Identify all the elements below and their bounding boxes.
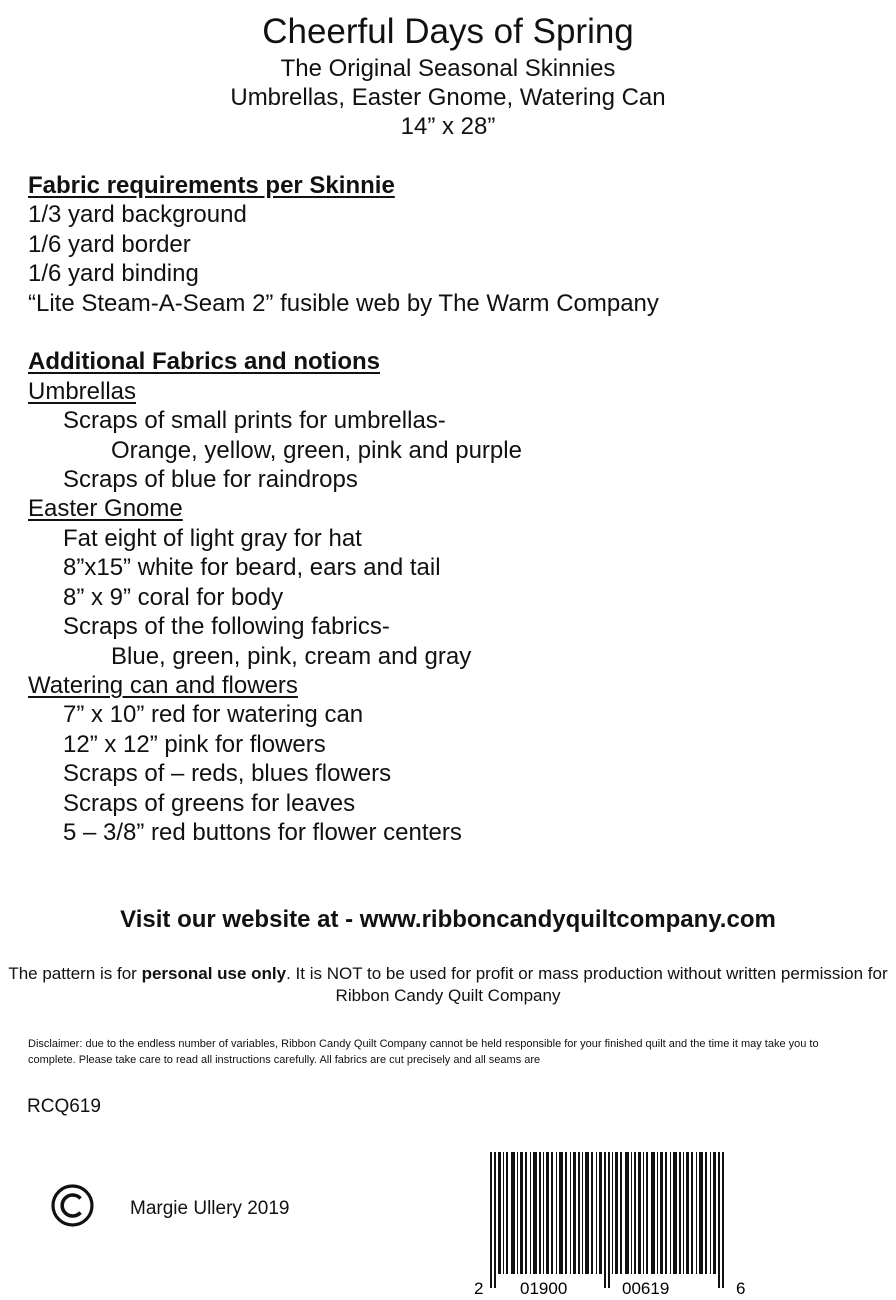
barcode-bar [520,1152,523,1274]
barcode-bar [578,1152,580,1274]
page-title: Cheerful Days of Spring [262,12,634,51]
barcode-bar [683,1152,684,1274]
barcode-bar [559,1152,563,1274]
disclaimer-text: Disclaimer: due to the endless number of variables, Ribbon Candy Quilt Company cannot be held responsible for your finished quilt and the time it may take you to complete. Please take care to read all instructions carefully. All fabrics are cut precisely and all seams are [28,1038,819,1066]
list-item: 8” x 9” coral for body [63,584,284,611]
list-item: Blue, green, pink, cream and gray [111,643,472,670]
barcode-bar [612,1152,613,1274]
barcode-bars [490,1152,724,1288]
barcode-bar [631,1152,632,1274]
barcode-bar [533,1152,537,1274]
barcode-bar [565,1152,567,1274]
barcode-bar [543,1152,544,1274]
barcode-bar [691,1152,693,1274]
barcode-bar [506,1152,508,1274]
watering-can-heading: Watering can and flowers [28,672,298,699]
barcode-bar [582,1152,583,1274]
barcode-bar [651,1152,655,1274]
barcode-bar [660,1152,663,1274]
requirement-item: “Lite Steam-A-Seam 2” fusible web by The Warm Company [28,290,659,317]
requirement-item: 1/6 yard binding [28,260,199,287]
barcode-bar [705,1152,707,1274]
requirement-item: 1/6 yard border [28,231,191,258]
list-item: 5 – 3/8” red buttons for flower centers [63,819,462,846]
barcode-bar [599,1152,602,1274]
author-credit: Margie Ullery 2019 [130,1198,290,1219]
barcode-bar [525,1152,527,1274]
barcode-bar [585,1152,589,1274]
pattern-list: Umbrellas, Easter Gnome, Watering Can [230,84,666,111]
barcode-bar [546,1152,549,1274]
barcode-bar [665,1152,667,1274]
barcode-bar [686,1152,689,1274]
barcode-bar [608,1152,610,1288]
notice-text: . It is NOT to be used for profit or mass production without written permission for Ribbon Candy Quilt Company [286,964,888,1005]
barcode-bar [646,1152,648,1274]
barcode-bar [494,1152,496,1288]
barcode-bar [556,1152,557,1274]
list-item: 12” x 12” pink for flowers [63,731,326,758]
barcode-bar [710,1152,711,1274]
barcode-bar [596,1152,597,1274]
barcode-bar [657,1152,658,1274]
list-item: 8”x15” white for beard, ears and tail [63,554,441,581]
barcode-bar [570,1152,571,1274]
additional-fabrics-heading: Additional Fabrics and notions [28,348,381,375]
finished-size: 14” x 28” [400,113,496,140]
list-item: 7” x 10” red for watering can [63,701,364,728]
barcode-bar [673,1152,677,1274]
barcode-bar [573,1152,576,1274]
barcode-bar [679,1152,681,1274]
barcode-bar [722,1152,724,1288]
barcode-group-left: 01900 [520,1279,568,1298]
barcode-bar [604,1152,606,1288]
barcode-bar [498,1152,501,1274]
barcode-bar [634,1152,636,1274]
barcode-bar [551,1152,553,1274]
list-item: Scraps of the following fabrics- [63,613,390,640]
pattern-series: The Original Seasonal Skinnies [280,55,616,82]
barcode-group-right: 00619 [622,1279,670,1298]
notice-text: The pattern is for [8,964,142,983]
barcode-bar [670,1152,671,1274]
notice-emphasis: personal use only [141,964,287,983]
barcode-bar [638,1152,641,1274]
barcode-bar [511,1152,515,1274]
usage-notice [0,963,896,1007]
list-item: Scraps of – reds, blues flowers [63,760,392,787]
list-item: Orange, yellow, green, pink and purple [111,437,522,464]
barcode-bar [490,1152,492,1288]
list-item: Scraps of small prints for umbrellas- [63,407,446,434]
website-callout: Visit our website at - www.ribboncandyquiltcompany.com [120,906,776,933]
list-item: Fat eight of light gray for hat [63,525,362,552]
barcode-digit-first: 2 [474,1279,484,1298]
barcode-digit-last: 6 [736,1279,746,1298]
copyright-icon [50,1183,95,1228]
list-item: Scraps of blue for raindrops [63,466,358,493]
pattern-code: RCQ619 [27,1096,101,1117]
barcode-bar [615,1152,618,1274]
barcode [472,1150,752,1300]
barcode-bar [517,1152,518,1274]
easter-gnome-heading: Easter Gnome [28,495,183,522]
barcode-bar [643,1152,644,1274]
list-item: Scraps of greens for leaves [63,790,356,817]
umbrellas-heading: Umbrellas [28,378,137,405]
barcode-bar [530,1152,531,1274]
barcode-bar [713,1152,716,1274]
fabric-requirements-heading: Fabric requirements per Skinnie [28,172,395,199]
barcode-bar [696,1152,697,1274]
barcode-bar [591,1152,593,1274]
barcode-bar [699,1152,703,1274]
barcode-bar [539,1152,541,1274]
barcode-bar [718,1152,720,1288]
requirement-item: 1/3 yard background [28,201,247,228]
barcode-bar [503,1152,504,1274]
barcode-bar [620,1152,622,1274]
barcode-bar [625,1152,629,1274]
